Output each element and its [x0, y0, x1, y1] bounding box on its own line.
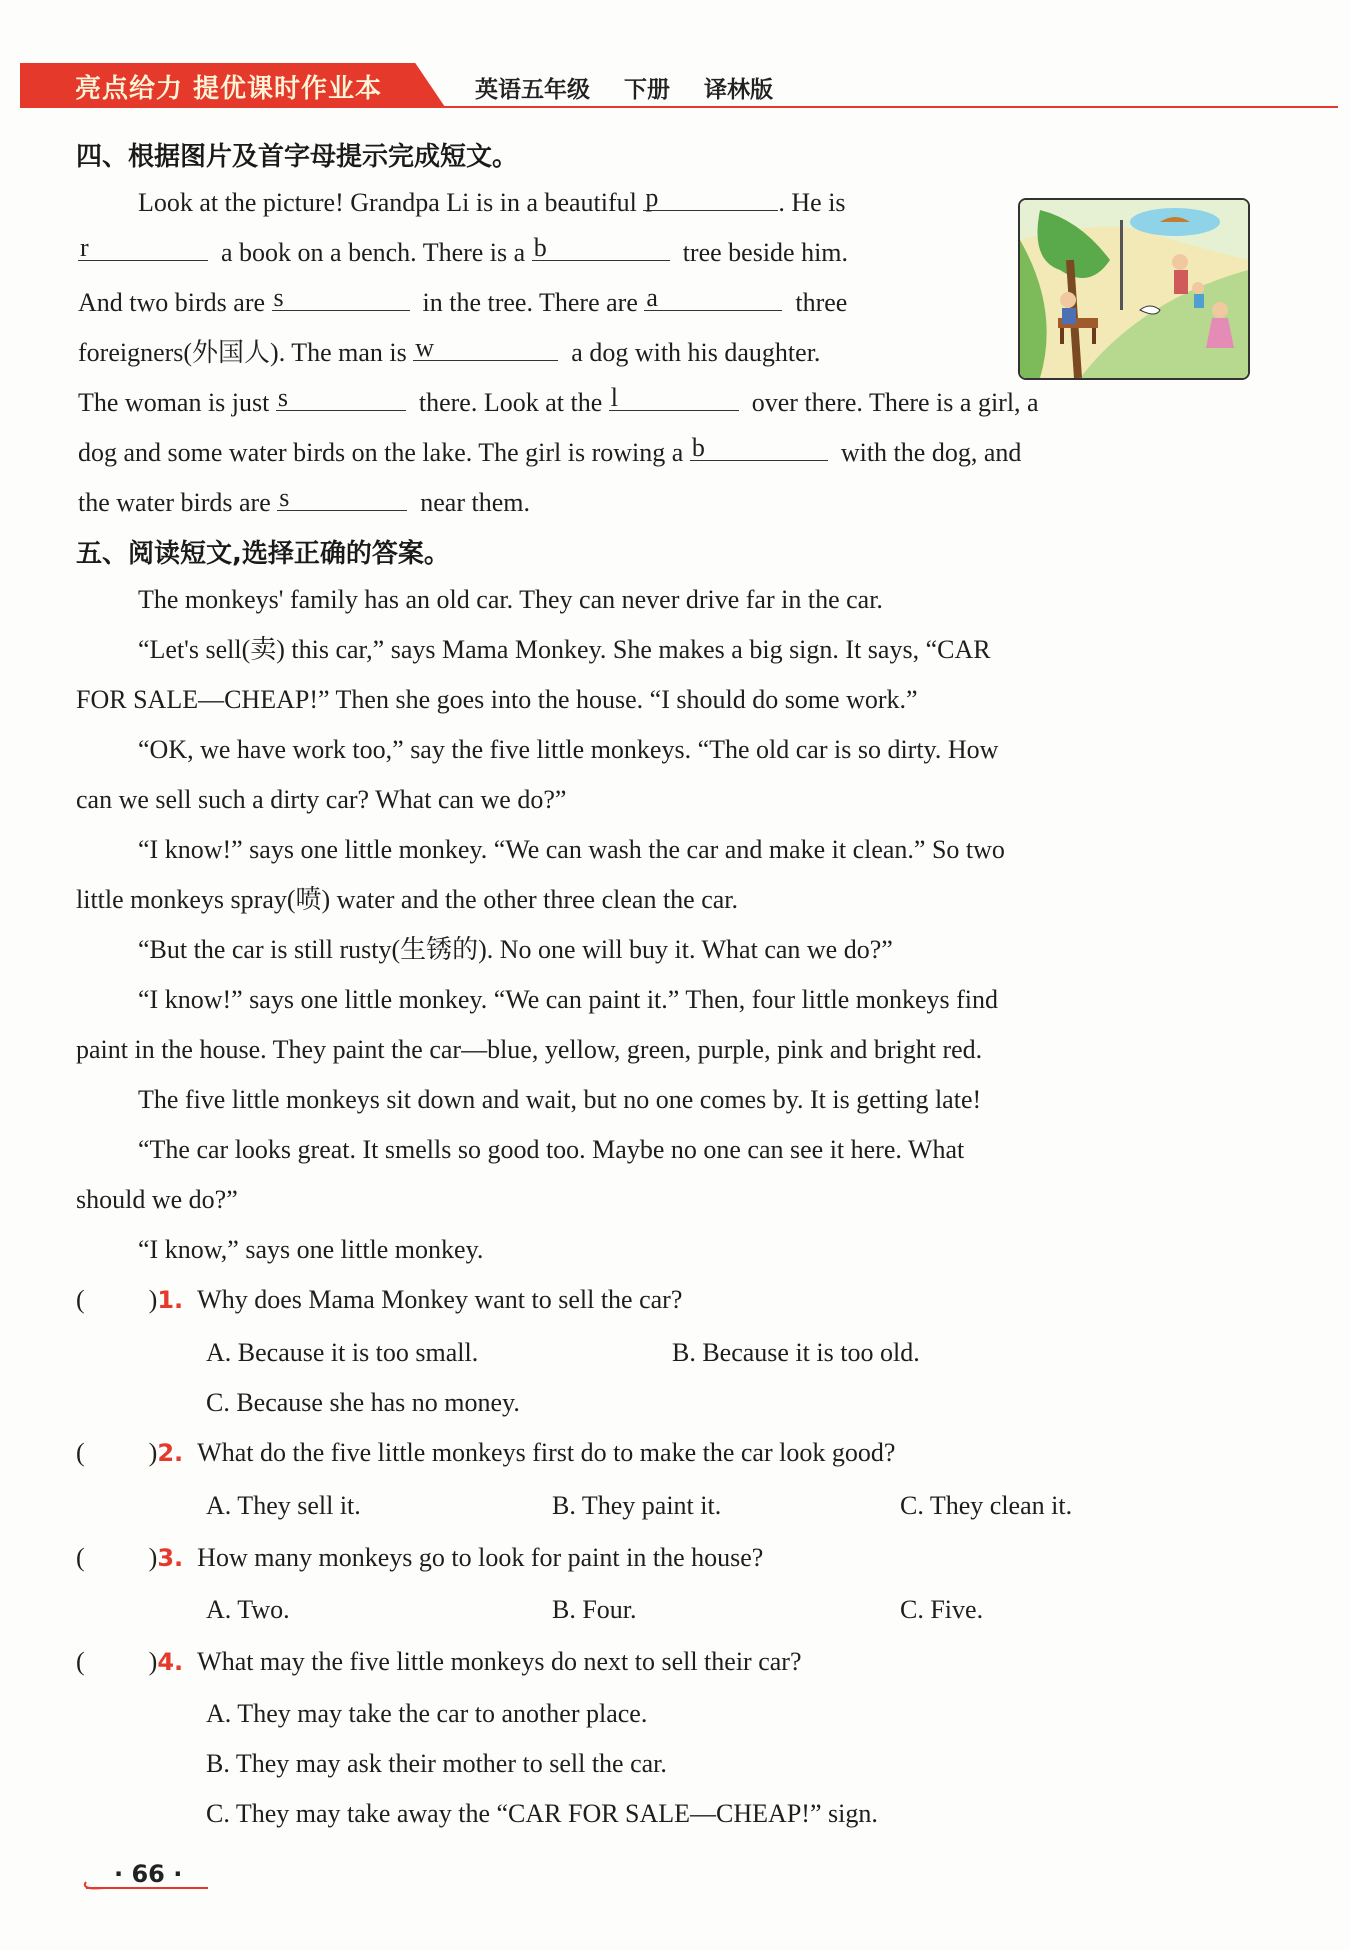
- passage-text: a dog with his daughter.: [558, 338, 821, 367]
- passage-text: Look at the picture! Grandpa Li is in a beautiful: [138, 188, 644, 217]
- passage-text: . He is: [778, 188, 846, 217]
- answer-option[interactable]: A. Because it is too small.: [206, 1338, 479, 1367]
- answer-blank[interactable]: [609, 384, 739, 411]
- answer-paren-open[interactable]: (: [76, 1285, 85, 1314]
- blank-initial-letter: b: [533, 233, 547, 262]
- story-line: little monkeys spray(喷) water and the other three clean the car.: [76, 885, 739, 914]
- blank-initial-letter: s: [277, 383, 288, 412]
- section4-line: [78, 234, 848, 269]
- passage-text: with the dog, and: [827, 438, 1022, 467]
- passage-text: foreigners(外国人). The man is: [78, 338, 414, 367]
- blank-initial-letter: a: [646, 283, 658, 312]
- answer-option[interactable]: B. Four.: [552, 1595, 637, 1624]
- answer-blank[interactable]: [272, 284, 410, 311]
- passage-text: three: [782, 288, 848, 317]
- passage-text: The woman is just: [78, 388, 276, 417]
- section4-line: [78, 334, 820, 369]
- answer-blank[interactable]: [277, 484, 407, 511]
- blank-initial-letter: b: [691, 433, 705, 462]
- answer-blank[interactable]: [413, 334, 558, 361]
- blank-initial-letter: l: [610, 383, 618, 412]
- question-text: What may the five little monkeys do next to sell their car?: [197, 1647, 802, 1676]
- passage-text: the water birds are: [78, 488, 278, 517]
- answer-option[interactable]: B. Because it is too old.: [672, 1338, 920, 1367]
- section4-line: [138, 184, 846, 219]
- page-number-box: [78, 1858, 208, 1898]
- passage-text: in the tree. There are: [409, 288, 645, 317]
- answer-paren-open[interactable]: (: [76, 1647, 85, 1676]
- park-scene-image: [1020, 200, 1248, 378]
- story-line: FOR SALE—CHEAP!” Then she goes into the house. “I should do some work.”: [76, 685, 918, 714]
- blank-initial-letter: w: [415, 333, 435, 362]
- passage-text: dog and some water birds on the lake. The girl is rowing a: [78, 438, 690, 467]
- answer-blank[interactable]: [532, 234, 670, 261]
- story-line: paint in the house. They paint the car—blue, yellow, green, purple, pink and bright red.: [76, 1035, 983, 1064]
- answer-option[interactable]: A. Two.: [206, 1595, 290, 1624]
- answer-blank[interactable]: [643, 184, 778, 211]
- story-line: “I know,” says one little monkey.: [138, 1235, 484, 1264]
- answer-paren-close: ): [148, 1285, 158, 1314]
- answer-paren-close: ): [148, 1543, 158, 1572]
- blank-initial-letter: p: [645, 183, 659, 212]
- passage-text: over there. There is a girl, a: [738, 388, 1039, 417]
- answer-blank[interactable]: [276, 384, 406, 411]
- section4-line: [78, 384, 1039, 419]
- passage-text: near them.: [407, 488, 530, 517]
- question-row: [76, 1542, 763, 1574]
- answer-paren-open[interactable]: (: [76, 1438, 85, 1467]
- answer-option[interactable]: C. Five.: [900, 1595, 984, 1624]
- story-line: The monkeys' family has an old car. They can never drive far in the car.: [138, 585, 883, 614]
- page-number: · 66 ·: [114, 1860, 183, 1888]
- question-row: [76, 1646, 801, 1678]
- passage-text: tree beside him.: [669, 238, 849, 267]
- answer-blank[interactable]: [644, 284, 782, 311]
- blank-initial-letter: s: [279, 483, 290, 512]
- question-number: 2.: [157, 1439, 184, 1467]
- answer-option[interactable]: B. They may ask their mother to sell the car.: [206, 1749, 667, 1778]
- answer-option[interactable]: B. They paint it.: [552, 1491, 722, 1520]
- section4-title: 四、根据图片及首字母提示完成短文。: [76, 142, 519, 172]
- question-number: 3.: [157, 1544, 184, 1572]
- subject-label: 英语五年级: [475, 77, 590, 103]
- answer-blank[interactable]: [78, 234, 208, 261]
- story-line: “The car looks great. It smells so good too. Maybe no one can see it here. What: [138, 1135, 965, 1164]
- section4-line: [78, 284, 847, 319]
- blank-initial-letter: r: [80, 233, 89, 262]
- blank-initial-letter: s: [273, 283, 284, 312]
- story-line: The five little monkeys sit down and wait, but no one comes by. It is getting late!: [138, 1085, 982, 1114]
- question-number: 1.: [157, 1286, 184, 1314]
- question-text: How many monkeys go to look for paint in the house?: [197, 1543, 764, 1572]
- answer-option[interactable]: C. They clean it.: [900, 1491, 1073, 1520]
- story-line: “Let's sell(卖) this car,” says Mama Monkey. She makes a big sign. It says, “CAR: [138, 635, 991, 664]
- book-info: [475, 71, 799, 104]
- answer-option[interactable]: C. Because she has no money.: [206, 1388, 520, 1417]
- park-illustration: [1018, 198, 1250, 380]
- answer-option[interactable]: A. They sell it.: [206, 1491, 361, 1520]
- brand-title: 亮点给力 提优课时作业本: [75, 74, 383, 104]
- passage-text: there. Look at the: [405, 388, 609, 417]
- volume-label: 下册: [624, 77, 671, 103]
- edition-label: 译林版: [704, 77, 774, 103]
- question-row: [76, 1437, 895, 1469]
- answer-paren-close: ): [148, 1647, 158, 1676]
- story-line: “OK, we have work too,” say the five little monkeys. “The old car is so dirty. How: [138, 735, 999, 764]
- answer-option[interactable]: C. They may take away the “CAR FOR SALE—CHEAP!” sign.: [206, 1799, 878, 1828]
- story-line: “I know!” says one little monkey. “We can wash the car and make it clean.” So two: [138, 835, 1005, 864]
- story-line: should we do?”: [76, 1185, 238, 1214]
- answer-paren-close: ): [148, 1438, 158, 1467]
- answer-blank[interactable]: [690, 434, 828, 461]
- section4-line: [78, 484, 530, 519]
- answer-option[interactable]: A. They may take the car to another place.: [206, 1699, 648, 1728]
- question-number: 4.: [157, 1648, 184, 1676]
- header-rule: [20, 106, 1338, 108]
- passage-text: a book on a bench. There is a: [208, 238, 532, 267]
- story-line: “I know!” says one little monkey. “We can paint it.” Then, four little monkeys find: [138, 985, 999, 1014]
- passage-text: And two birds are: [78, 288, 272, 317]
- page-header: [20, 63, 1338, 107]
- question-row: [76, 1284, 682, 1316]
- story-line: “But the car is still rusty(生锈的). No one will buy it. What can we do?”: [138, 935, 893, 964]
- question-text: Why does Mama Monkey want to sell the car?: [197, 1285, 683, 1314]
- answer-paren-open[interactable]: (: [76, 1543, 85, 1572]
- section4-line: [78, 434, 1021, 469]
- story-line: can we sell such a dirty car? What can we do?”: [76, 785, 567, 814]
- section5-title: 五、阅读短文,选择正确的答案。: [76, 539, 450, 569]
- question-text: What do the five little monkeys first do to make the car look good?: [197, 1438, 896, 1467]
